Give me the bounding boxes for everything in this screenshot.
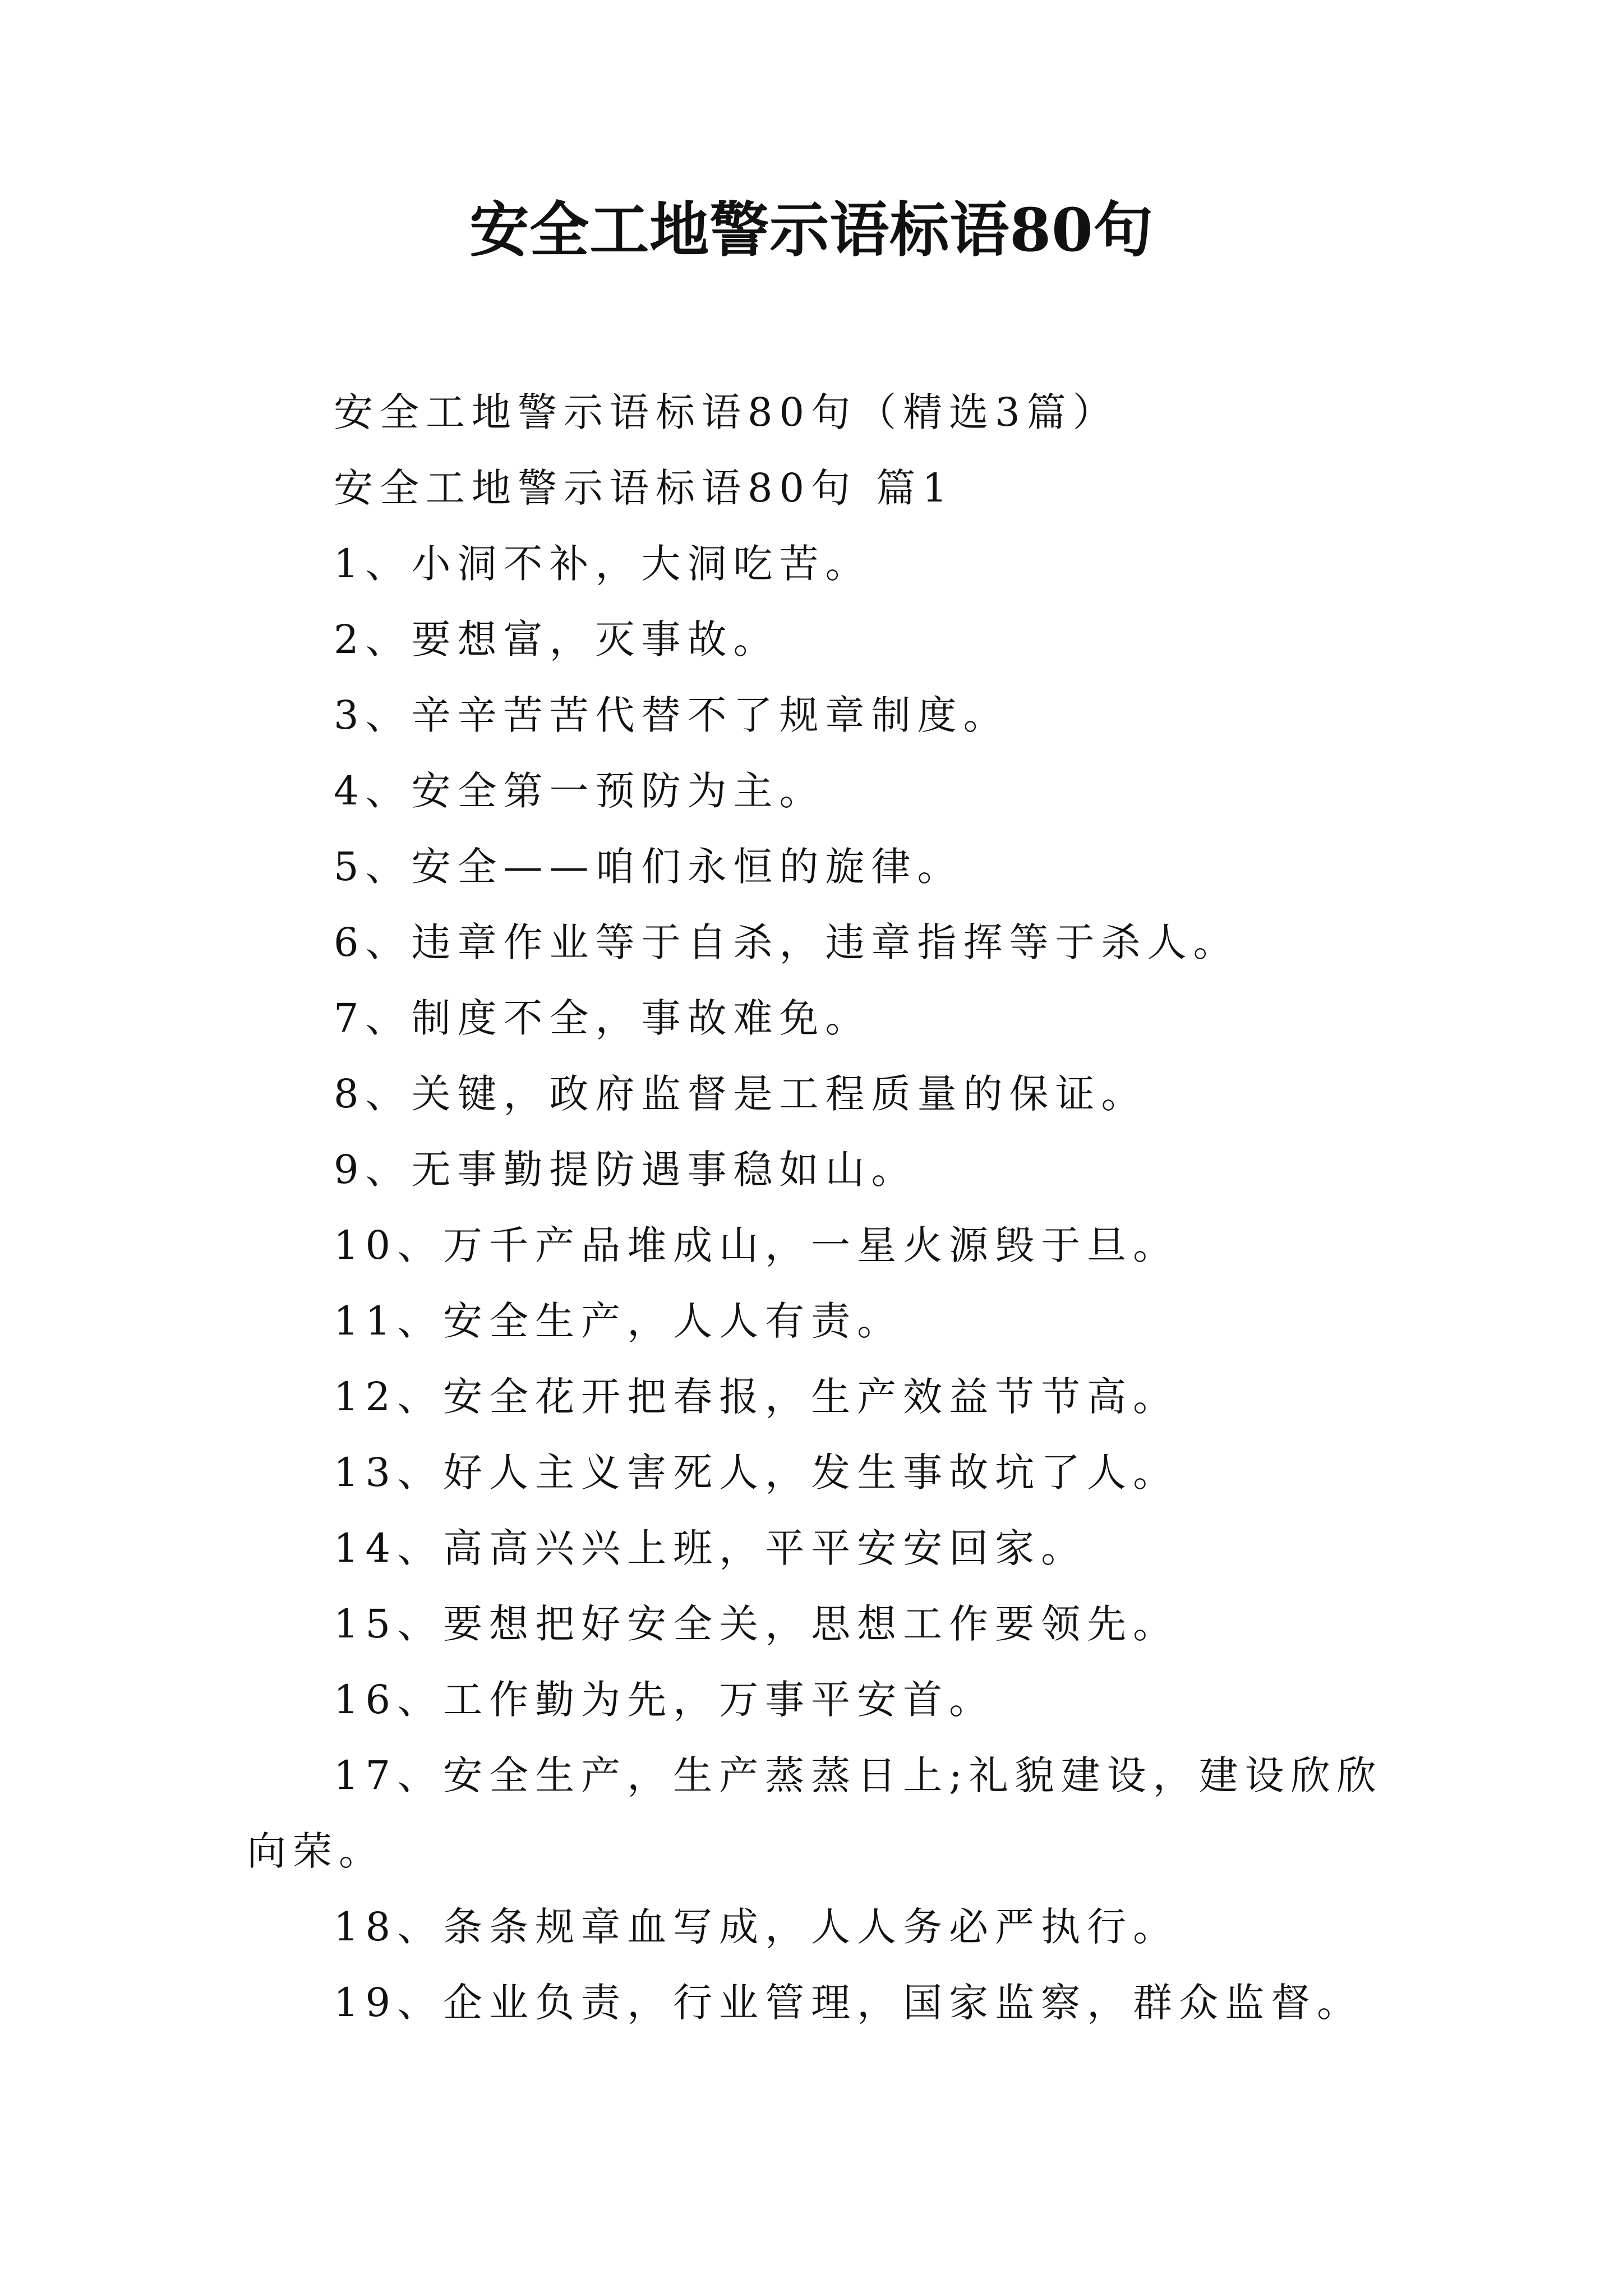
list-item: 2、要想富，灭事故。 [334,616,780,662]
list-item: 6、违章作业等于自杀，违章指挥等于杀人。 [334,919,1239,965]
list-item: 8、关键，政府监督是工程质量的保证。 [334,1071,1147,1117]
list-item: 12、安全花开把春报，生产效益节节高。 [334,1374,1179,1420]
document-body [0,375,1623,2041]
list-item: 3、辛辛苦苦代替不了规章制度。 [334,692,1009,738]
list-item: 5、安全——咱们永恒的旋律。 [334,844,963,890]
list-item: 19、企业负责，行业管理，国家监察，群众监督。 [334,1980,1363,2026]
document-subtitle: 安全工地警示语标语80句（精选3篇） [334,389,1119,435]
list-item: 18、条条规章血写成，人人务必严执行。 [334,1904,1179,1950]
document-title: 安全工地警示语标语80句 [469,195,1154,265]
list-item: 10、万千产品堆成山，一星火源毁于旦。 [334,1222,1179,1268]
list-item: 9、无事勤提防遇事稳如山。 [334,1147,917,1193]
list-item: 7、制度不全，事故难免。 [334,995,872,1041]
list-item: 1、小洞不补，大洞吃苦。 [334,541,872,587]
list-item: 16、工作勤为先，万事平安首。 [334,1677,995,1723]
list-item: 14、高高兴兴上班，平平安安回家。 [334,1525,1087,1571]
section-heading: 安全工地警示语标语80句 篇1 [334,465,954,511]
list-item: 11、安全生产，人人有责。 [334,1298,903,1344]
list-item: 13、好人主义害死人，发生事故坑了人。 [334,1450,1179,1496]
list-item: 15、要想把好安全关，思想工作要领先。 [334,1601,1179,1647]
list-item: 17、安全生产，生产蒸蒸日上;礼貌建设，建设欣欣向荣。 [247,1752,1383,1874]
list-item: 4、安全第一预防为主。 [334,768,826,814]
